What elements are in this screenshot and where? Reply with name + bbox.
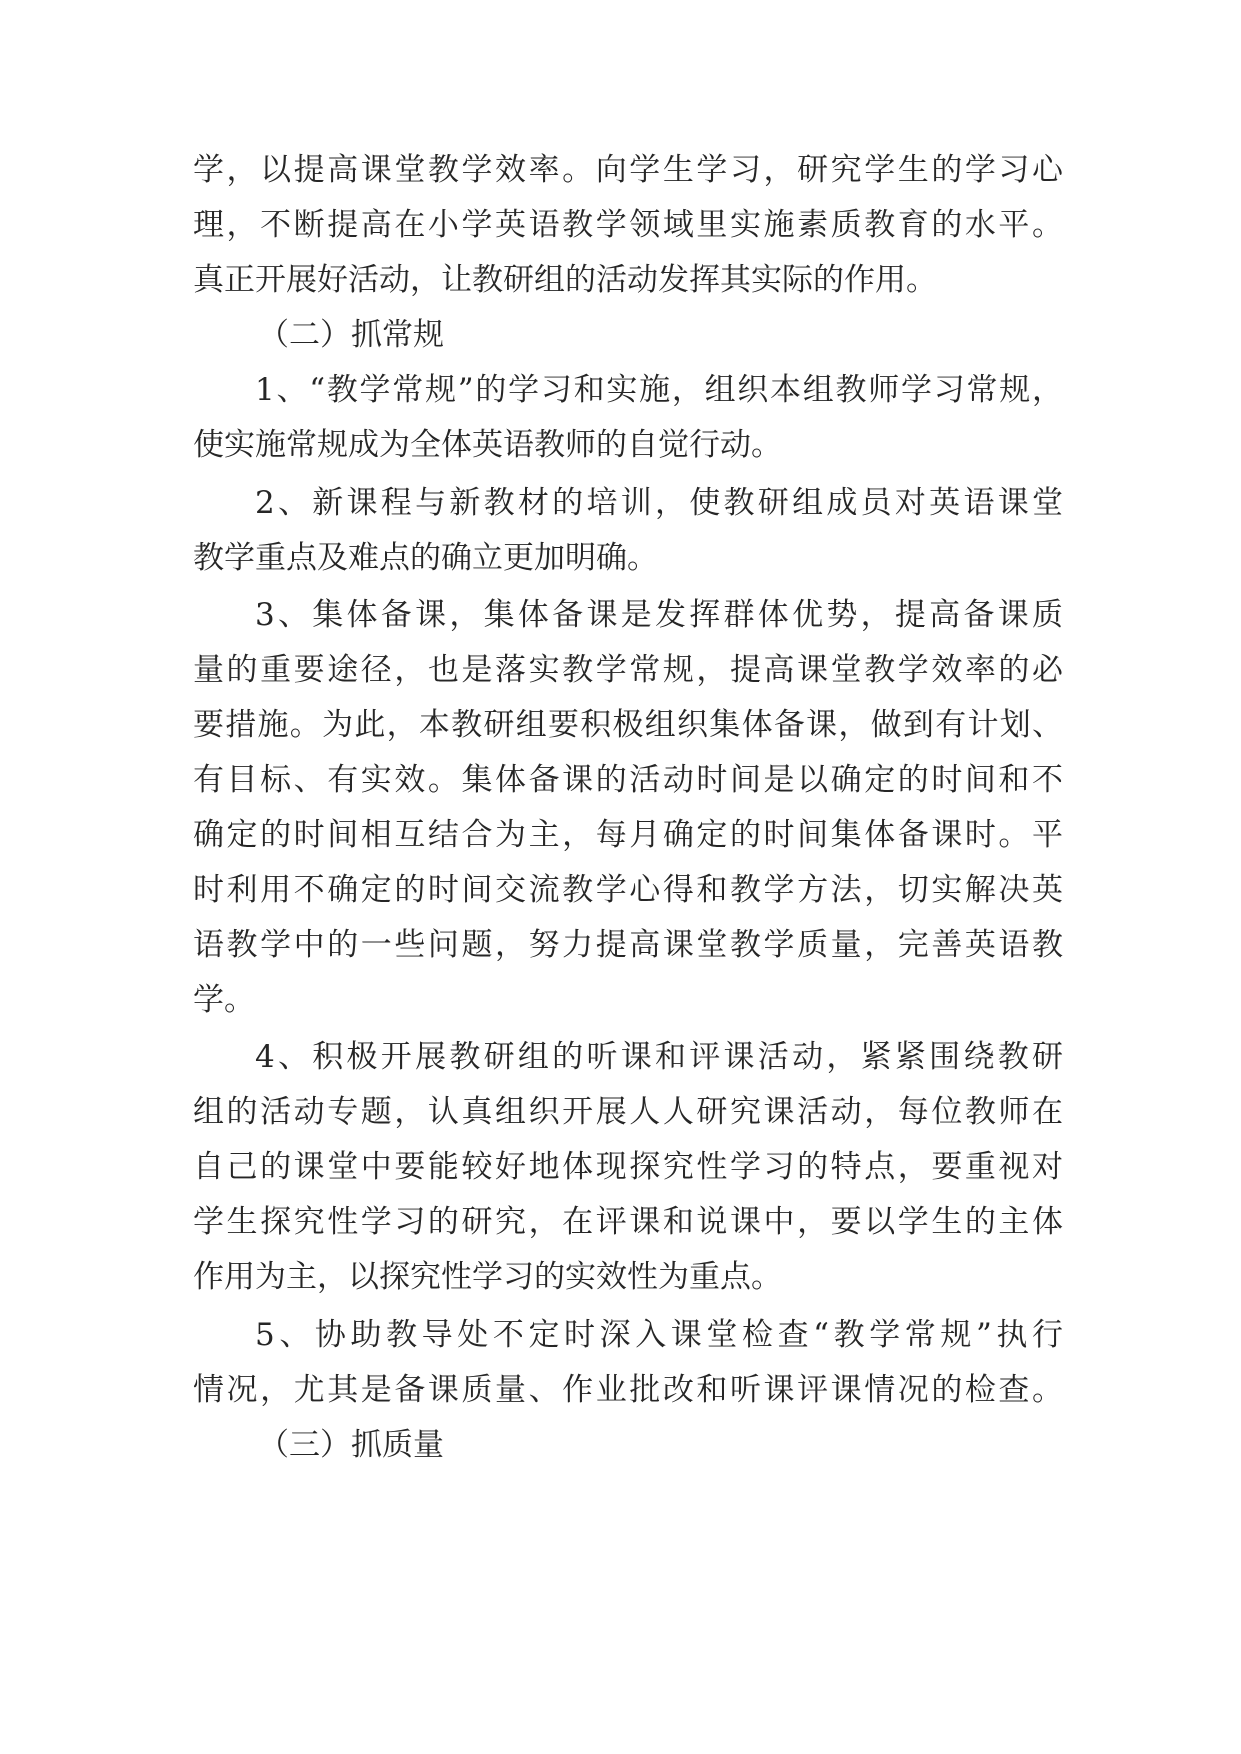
body-text-line: 教学重点及难点的确立更加明确。	[193, 540, 658, 576]
body-text-line: 理，不断提高在小学英语教学领域里实施素质教育的水平。	[193, 207, 1063, 243]
body-text-line: 有目标、有实效。集体备课的活动时间是以确定的时间和不	[193, 762, 1063, 798]
body-text-line: 学生探究性学习的研究，在评课和说课中，要以学生的主体	[193, 1204, 1063, 1240]
body-text-line: 5、协助教导处不定时深入课堂检查“教学常规”执行	[255, 1317, 1063, 1353]
body-text-line: 确定的时间相互结合为主，每月确定的时间集体备课时。平	[193, 817, 1063, 853]
body-text-line: 4、积极开展教研组的听课和评课活动，紧紧围绕教研	[255, 1039, 1063, 1075]
body-text-line: 学。	[193, 982, 255, 1018]
body-text-line: 使实施常规成为全体英语教师的自觉行动。	[193, 427, 782, 463]
section-heading: （三）抓质量	[258, 1427, 444, 1463]
body-text-line: 组的活动专题，认真组织开展人人研究课活动，每位教师在	[193, 1094, 1063, 1130]
body-text-line: 自己的课堂中要能较好地体现探究性学习的特点，要重视对	[193, 1149, 1063, 1185]
body-text-line: 3、集体备课，集体备课是发挥群体优势，提高备课质	[255, 597, 1063, 633]
body-text-line: 语教学中的一些问题，努力提高课堂教学质量，完善英语教	[193, 927, 1063, 963]
section-heading: （二）抓常规	[258, 317, 444, 353]
body-text-line: 情况，尤其是备课质量、作业批改和听课评课情况的检查。	[193, 1372, 1063, 1408]
body-text-line: 要措施。为此，本教研组要积极组织集体备课，做到有计划、	[193, 707, 1063, 743]
body-text-line: 1、“教学常规”的学习和实施，组织本组教师学习常规，	[255, 372, 1063, 408]
body-text-line: 时利用不确定的时间交流教学心得和教学方法，切实解决英	[193, 872, 1063, 908]
body-text-line: 2、新课程与新教材的培训，使教研组成员对英语课堂	[255, 485, 1063, 521]
body-text-line: 作用为主，以探究性学习的实效性为重点。	[193, 1259, 782, 1295]
body-text-line: 量的重要途径，也是落实教学常规，提高课堂教学效率的必	[193, 652, 1063, 688]
body-text-line: 真正开展好活动，让教研组的活动发挥其实际的作用。	[193, 262, 937, 298]
body-text-line: 学，以提高课堂教学效率。向学生学习，研究学生的学习心	[193, 152, 1063, 188]
